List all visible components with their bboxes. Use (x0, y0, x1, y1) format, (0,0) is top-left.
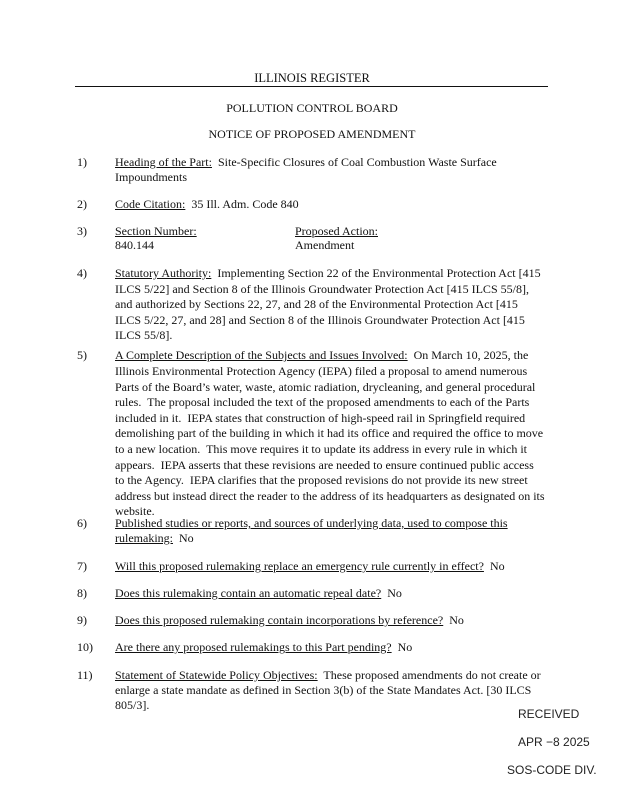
received-stamp: RECEIVED (518, 707, 580, 721)
item-line (115, 155, 497, 169)
received-date-stamp: APR −8 2025 (518, 735, 590, 749)
item-number: 8) (77, 586, 87, 600)
proposed-action-heading: Proposed Action: (295, 224, 378, 238)
item-line (115, 426, 543, 440)
item-line (115, 473, 528, 487)
item-line (115, 224, 197, 238)
item-heading: rulemaking: (115, 531, 173, 545)
item-line (115, 266, 541, 280)
item-text: to the Agency. IEPA clarifies that the proposed revisions do not provide its new street (115, 473, 528, 487)
item-heading: A Complete Description of the Subjects and Issues Involved: (115, 348, 408, 362)
item-text: No (391, 640, 413, 654)
item-line (115, 668, 541, 682)
item-line (115, 395, 529, 409)
header-rule (75, 86, 548, 87)
item-text: ILCS 55/8]. (115, 328, 173, 342)
item-text: demolishing part of the building in which it had its office and required the office to move (115, 426, 544, 440)
item-line (115, 698, 149, 712)
item-heading: Statement of Statewide Policy Objectives: (115, 668, 318, 682)
item-number: 9) (77, 613, 87, 627)
item-heading: Heading of the Part: (115, 155, 212, 169)
item-number: 2) (77, 197, 87, 211)
item-heading: Does this proposed rulemaking contain incorporations by reference? (115, 613, 444, 627)
item-line (115, 640, 412, 654)
item-text: enlarge a state mandate as defined in Section 3(b) of the State Mandates Act. [30 ILCS (115, 683, 532, 697)
item-line (115, 683, 531, 697)
item-line (115, 364, 527, 378)
item-text: 35 Ill. Adm. Code 840 (185, 197, 299, 211)
item-heading: Code Citation: (115, 197, 186, 211)
item-line (115, 380, 535, 394)
item-text: website. (115, 504, 155, 518)
item-text: These proposed amendments do not create or (317, 668, 541, 682)
item-text: No (443, 613, 464, 627)
item-number: 3) (77, 224, 87, 238)
item-heading: Published studies or reports, and sources of underlying data, used to compose this (115, 516, 508, 530)
item-number: 4) (77, 266, 87, 280)
item-text: 840.144 (115, 238, 154, 252)
item-text: Parts of the Board’s water, waste, atomic radiation, drycleaning, and general procedural (115, 380, 536, 394)
item-line (115, 442, 527, 456)
item-heading: Does this rulemaking contain an automatic repeal date? (115, 586, 382, 600)
item-line (115, 328, 172, 342)
item-line (115, 516, 508, 530)
notice-title: NOTICE OF PROPOSED AMENDMENT (208, 127, 416, 141)
item-heading: Statutory Authority: (115, 266, 212, 280)
item-text: No (172, 531, 194, 545)
proposed-action-label (295, 224, 378, 238)
item-number: 6) (77, 516, 87, 530)
item-line (115, 458, 534, 472)
item-line (115, 613, 464, 627)
proposed-action-value: Amendment (295, 238, 355, 252)
item-line (115, 489, 545, 503)
board-name: POLLUTION CONTROL BOARD (226, 101, 398, 115)
item-line (115, 586, 402, 600)
item-line (115, 282, 529, 296)
item-number: 5) (77, 348, 87, 362)
item-text: and authorized by Sections 22, 27, and 28 of the Environmental Protection Act [415 (115, 297, 518, 311)
item-line (115, 238, 154, 252)
item-text: rules. The proposal included the text of the proposed amendments to each of the Parts (115, 395, 530, 409)
item-heading: Are there any proposed rulemakings to this Part pending? (115, 640, 392, 654)
item-line (115, 559, 505, 573)
item-text: On March 10, 2025, the (407, 348, 529, 362)
item-text: appears. IEPA asserts that these revisions are needed to ensure continued public access (115, 458, 534, 472)
item-text: 805/3]. (115, 698, 150, 712)
item-line (115, 197, 299, 211)
item-text: to a new location. This move requires it to update its address in every rule in which it (115, 442, 528, 456)
item-text: Site-Specific Closures of Coal Combustion Waste Surface (211, 155, 497, 169)
item-line (115, 313, 525, 327)
item-line (115, 297, 518, 311)
item-number: 11) (77, 668, 93, 682)
register-title: ILLINOIS REGISTER (254, 71, 370, 85)
item-text: No (381, 586, 402, 600)
item-line (115, 531, 194, 545)
item-number: 7) (77, 559, 87, 573)
item-line (115, 411, 525, 425)
item-text: Illinois Environmental Protection Agency (IEPA) filed a proposal to amend numerous (115, 364, 528, 378)
item-text: ILCS 5/22, 27, and 28] and Section 8 of the Illinois Groundwater Protection Act [415 (115, 313, 525, 327)
item-text: Impoundments (115, 170, 187, 184)
item-line (115, 170, 187, 184)
item-text: Implementing Section 22 of the Environmental Protection Act [415 (211, 266, 541, 280)
item-text: No (483, 559, 505, 573)
item-heading: Section Number: (115, 224, 197, 238)
item-number: 1) (77, 155, 87, 169)
item-text: included in it. IEPA states that construction of high-speed rail in Springfield required (115, 411, 526, 425)
item-number: 10) (77, 640, 93, 654)
item-text: ILCS 5/22] and Section 8 of the Illinois Groundwater Protection Act [415 ILCS 55/8], (115, 282, 529, 296)
item-text: address but instead direct the reader to the address of its headquarters as designated on its (115, 489, 545, 503)
item-line (115, 348, 528, 362)
item-heading: Will this proposed rulemaking replace an emergency rule currently in effect? (115, 559, 484, 573)
division-stamp: SOS-CODE DIV. (507, 763, 597, 777)
